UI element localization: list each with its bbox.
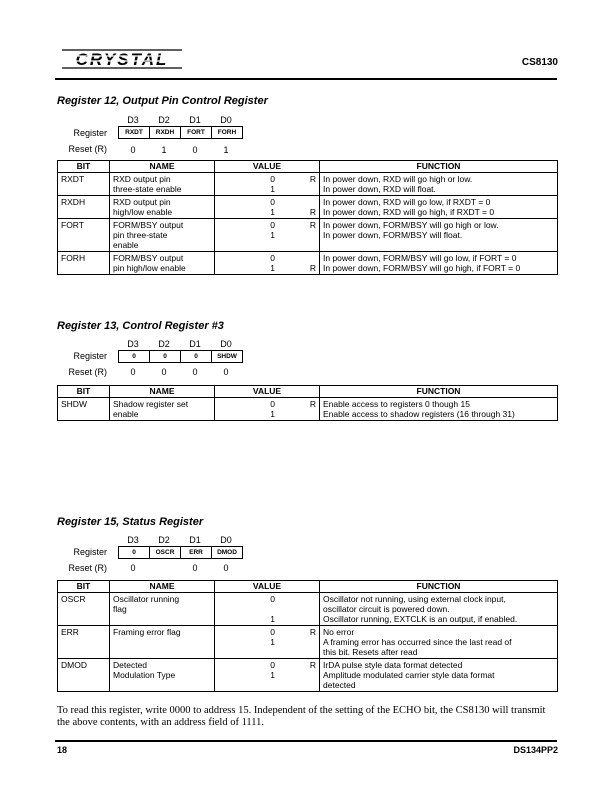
value-cell: 0 R 1 (215, 173, 320, 196)
function-cell: Enable access to registers 0 though 15 Enable access to shadow registers (16 through 31) (320, 398, 558, 421)
table-row (58, 593, 558, 626)
function-cell: In power down, RXD will go high or low. In power down, RXD will float. (320, 173, 558, 196)
column-header: BIT (58, 161, 110, 173)
function-cell: In power down, RXD will go low, if RXDT = 0 In power down, RXD will go high, if RXDT = 0 (320, 196, 558, 219)
table-row (58, 252, 558, 275)
function-cell: Oscillator not running, using external clock input, oscillator circuit is powered down. Oscillator running, EXTCLK is an output, if enabled. (320, 593, 558, 626)
value-cell: 0 R 1 (215, 398, 320, 421)
register-table-reg15 (57, 580, 558, 692)
column-header: FUNCTION (320, 386, 558, 398)
name-cell: Framing error flag (110, 626, 215, 659)
register-bitfield: RXDT RXDH FORT FORH (118, 126, 243, 139)
register-bitfield: 0 OSCR ERR DMOD (118, 546, 243, 559)
function-cell: In power down, FORM/BSY will go high or low. In power down, FORM/BSY will float. (320, 219, 558, 252)
register-table-reg12 (57, 160, 558, 275)
name-cell: RXD output pin high/low enable (110, 196, 215, 219)
header-rule (55, 78, 557, 80)
column-header: VALUE (215, 581, 320, 593)
crystal-logo (58, 46, 186, 72)
column-header: VALUE (215, 386, 320, 398)
value-cell: 0 1 R (215, 252, 320, 275)
footer-doc-id: DS134PP2 (513, 745, 558, 755)
bit-cell: DMOD (58, 659, 110, 692)
bit-cell: RXDT (58, 173, 110, 196)
body-paragraph: To read this register, write 0000 to address 15. Independent of the setting of the ECHO bit, the CS8130 will transmit the above contents, with an address field of 1111. (57, 705, 546, 728)
function-cell: In power down, FORM/BSY will go low, if FORT = 0 In power down, FORM/BSY will go high, if FORT = 0 (320, 252, 558, 275)
bit-cell: FORT (58, 219, 110, 252)
column-header: FUNCTION (320, 161, 558, 173)
logo-text: CRYSTAL (75, 50, 169, 69)
column-header: FUNCTION (320, 581, 558, 593)
name-cell: Detected Modulation Type (110, 659, 215, 692)
value-cell: 0 R 1 (215, 659, 320, 692)
footer-rule (55, 740, 557, 742)
name-cell: Oscillator running flag (110, 593, 215, 626)
column-header: NAME (110, 581, 215, 593)
table-row (58, 659, 558, 692)
table-row (58, 173, 558, 196)
bit-cell: FORH (58, 252, 110, 275)
column-header: BIT (58, 581, 110, 593)
name-cell: FORM/BSY output pin high/low enable (110, 252, 215, 275)
function-cell: No error A framing error has occurred since the last read of this bit. Resets after read (320, 626, 558, 659)
value-cell: 0 R 1 (215, 219, 320, 252)
value-cell: 0 1 R (215, 196, 320, 219)
name-cell: FORM/BSY output pin three-state enable (110, 219, 215, 252)
column-header: BIT (58, 386, 110, 398)
section-title-reg13: Register 13, Control Register #3 (57, 320, 224, 332)
table-row (58, 398, 558, 421)
table-row (58, 626, 558, 659)
doc-id: CS8130 (521, 57, 558, 68)
bit-cell: SHDW (58, 398, 110, 421)
column-header: VALUE (215, 161, 320, 173)
name-cell: RXD output pin three-state enable (110, 173, 215, 196)
function-cell: IrDA pulse style data format detected Amplitude modulated carrier style data format detected (320, 659, 558, 692)
section-title-reg15: Register 15, Status Register (57, 516, 204, 528)
bit-cell: ERR (58, 626, 110, 659)
table-row (58, 219, 558, 252)
bit-cell: RXDH (58, 196, 110, 219)
column-header: NAME (110, 386, 215, 398)
name-cell: Shadow register set enable (110, 398, 215, 421)
page-number: 18 (57, 745, 68, 755)
register-bitfield: 0 0 0 SHDW (118, 350, 243, 363)
value-cell: 0 1 (215, 593, 320, 626)
table-row (58, 196, 558, 219)
value-cell: 0 R 1 (215, 626, 320, 659)
register-table-reg13 (57, 385, 558, 421)
column-header: NAME (110, 161, 215, 173)
section-title-reg12: Register 12, Output Pin Control Register (57, 95, 268, 107)
bit-cell: OSCR (58, 593, 110, 626)
